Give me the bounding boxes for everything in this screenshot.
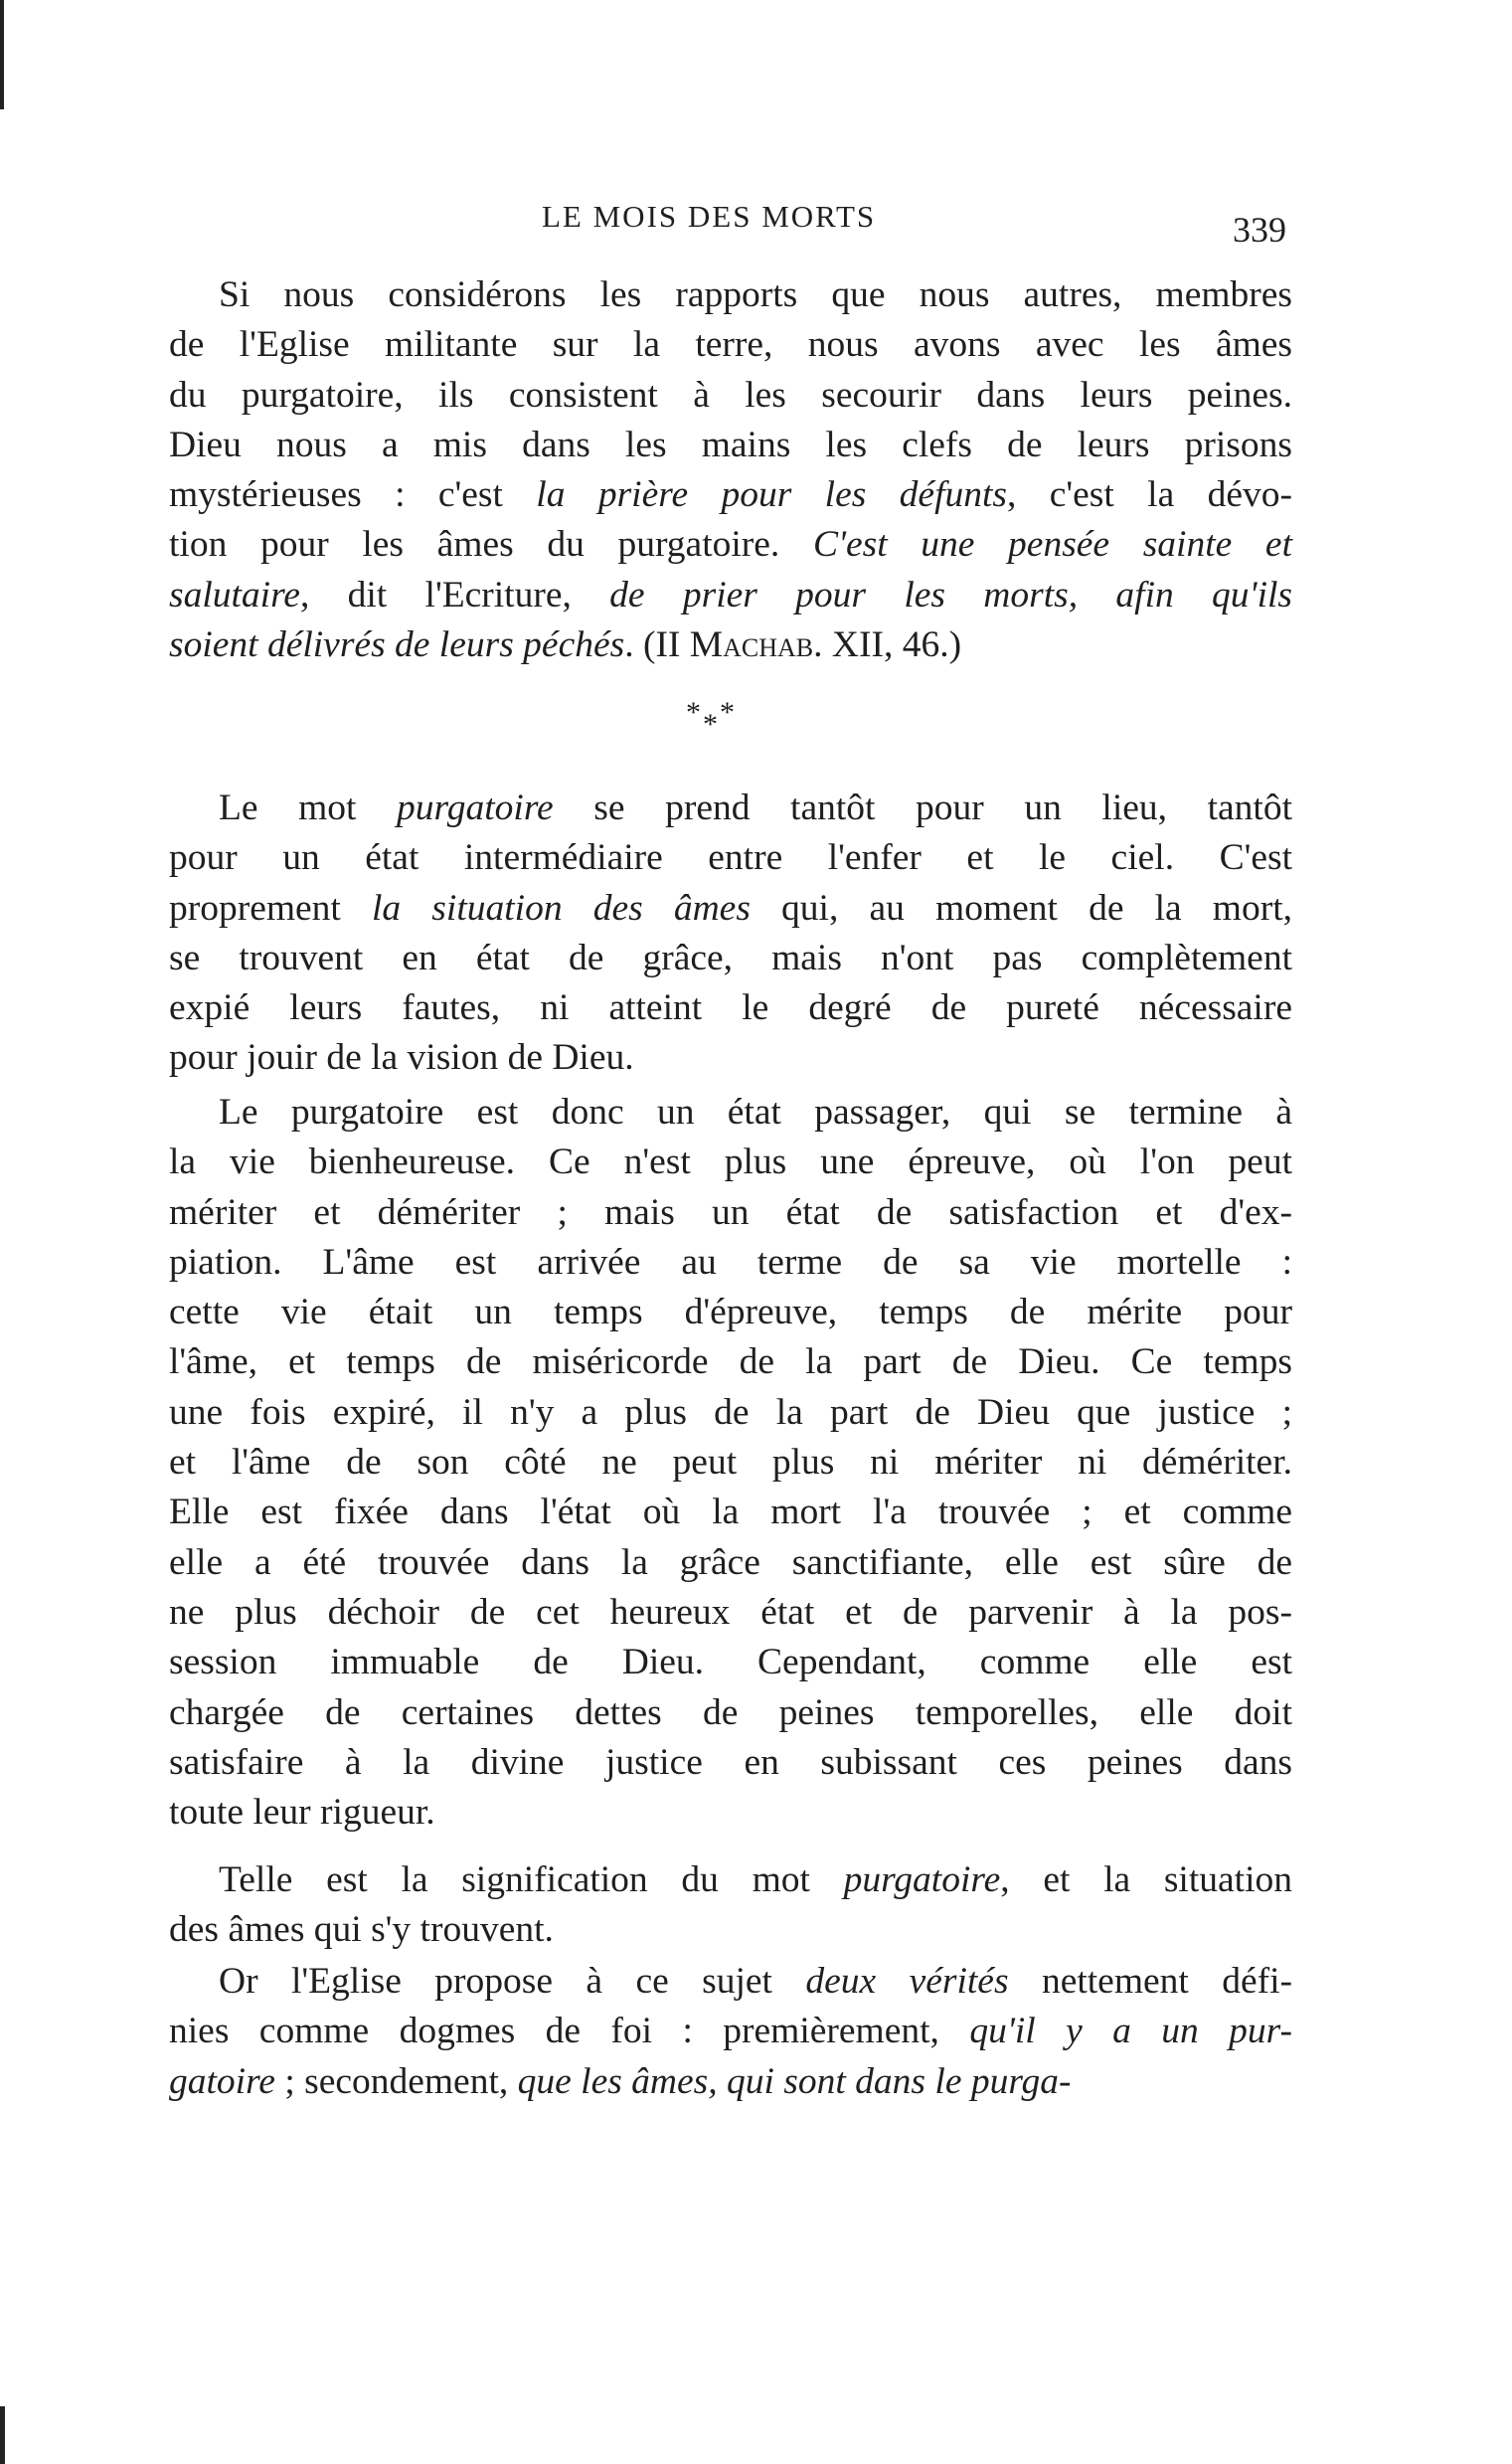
asterism-star: *	[686, 696, 703, 729]
text-line	[169, 270, 1292, 320]
text-run: Elle est fixée dans l'état où la mort l'a trouvée ; et comme	[169, 1492, 1292, 1533]
text-run: . (II	[624, 624, 690, 666]
text-line	[169, 620, 1292, 670]
italic-phrase: la prière pour les défunts	[536, 474, 1008, 516]
text-line	[169, 1438, 1292, 1488]
text-run: du purgatoire, ils consistent à les secourir dans leurs peines.	[169, 374, 1292, 416]
text-line	[169, 520, 1292, 570]
text-run: nies comme dogmes de foi : premièrement,	[169, 2011, 970, 2052]
small-caps-text: Machab	[689, 624, 814, 666]
text-run: pour jouir de la vision de Dieu.	[169, 1037, 634, 1079]
text-line	[169, 1538, 1292, 1588]
text-run: mystérieuses : c'est	[169, 474, 537, 516]
italic-phrase: soient délivrés de leurs péchés	[169, 624, 625, 666]
text-line	[169, 1288, 1292, 1337]
page-number: 339	[1233, 210, 1286, 250]
text-run: la vie bienheureuse. Ce n'est plus une épreuve, où l'on peut	[169, 1142, 1292, 1183]
text-line	[169, 1638, 1292, 1687]
text-line	[169, 1337, 1292, 1387]
text-run: , et la situation	[1000, 1859, 1292, 1900]
text-line	[169, 1688, 1292, 1738]
text-line	[169, 934, 1292, 983]
italic-phrase: qu'il y a un pur-	[969, 2011, 1292, 2052]
running-title: LE MOIS DES MORTS	[542, 199, 877, 234]
text-line	[169, 371, 1292, 421]
text-run: se trouvent en état de grâce, mais n'ont pas complètement	[169, 937, 1292, 978]
paragraph-1	[169, 270, 1292, 670]
text-line	[169, 1238, 1292, 1288]
italic-phrase: deux vérités	[805, 1961, 1009, 2002]
text-run: Le purgatoire est donc un état passager, qui se termine à	[219, 1092, 1292, 1133]
asterism-star: *	[720, 696, 737, 729]
text-run: Dieu nous a mis dans les mains les clefs de leurs prisons	[169, 424, 1292, 465]
text-line	[169, 2057, 1292, 2107]
text-run: nettement défi-	[1008, 1961, 1292, 2002]
text-line	[169, 571, 1292, 620]
text-line	[169, 1738, 1292, 1788]
text-line	[169, 1488, 1292, 1537]
italic-phrase: que les âmes, qui sont dans le purga-	[517, 2060, 1072, 2102]
text-run: une fois expiré, il n'y a plus de la part de Dieu que justice ;	[169, 1391, 1292, 1433]
italic-phrase: de prier pour les morts, afin qu'ils	[609, 574, 1292, 616]
text-line	[169, 320, 1292, 370]
text-run: elle a été trouvée dans la grâce sanctifiante, elle est sûre de	[169, 1541, 1292, 1583]
text-run: chargée de certaines dettes de peines temporelles, elle doit	[169, 1691, 1292, 1733]
text-line	[169, 1957, 1292, 2007]
paragraph-2	[169, 784, 1292, 1084]
text-run: piation. L'âme est arrivée au terme de sa vie mortelle :	[169, 1241, 1292, 1283]
text-run: , dit l'Ecriture,	[299, 574, 610, 616]
text-line	[169, 1788, 1292, 1838]
text-run: Or l'Eglise propose à ce sujet	[219, 1961, 806, 2002]
text-line	[169, 1138, 1292, 1187]
text-line	[169, 470, 1292, 520]
italic-phrase: purgatoire	[843, 1859, 1001, 1900]
paragraph-4	[169, 1855, 1292, 1956]
text-run: et l'âme de son côté ne peut plus ni mériter ni démériter.	[169, 1442, 1292, 1484]
text-line	[169, 784, 1292, 833]
text-line	[169, 1088, 1292, 1138]
text-line	[169, 884, 1292, 934]
left-edge-mark-bottom	[0, 2406, 5, 2464]
text-run: session immuable de Dieu. Cependant, comme elle est	[169, 1642, 1292, 1683]
text-run: des âmes qui s'y trouvent.	[169, 1909, 554, 1951]
text-run: Telle est la signification du mot	[219, 1859, 844, 1900]
text-run: , c'est la dévo-	[1007, 474, 1292, 516]
asterism-star: *	[703, 708, 720, 741]
text-line	[169, 1855, 1292, 1905]
text-run: ne plus déchoir de cet heureux état et de parvenir à la pos-	[169, 1591, 1292, 1633]
text-run: de l'Eglise militante sur la terre, nous avons avec les âmes	[169, 324, 1292, 366]
text-run: toute leur rigueur.	[169, 1792, 435, 1834]
italic-phrase: C'est une pensée sainte et	[812, 524, 1292, 566]
text-run: cette vie était un temps d'épreuve, temps de mérite pour	[169, 1292, 1292, 1333]
italic-phrase: purgatoire	[397, 788, 554, 828]
paragraph-3	[169, 1088, 1292, 1838]
asterism	[686, 696, 737, 741]
text-run: Le mot	[219, 788, 398, 828]
text-line	[169, 1188, 1292, 1238]
paragraph-5	[169, 1957, 1292, 2107]
text-run: l'âme, et temps de miséricorde de la part de Dieu. Ce temps	[169, 1341, 1292, 1383]
text-line	[169, 1388, 1292, 1438]
text-line	[169, 421, 1292, 470]
text-run: . XII, 46.)	[813, 624, 962, 666]
text-run: mériter et démériter ; mais un état de satisfaction et d'ex-	[169, 1191, 1292, 1233]
text-line	[169, 1905, 1292, 1955]
text-line	[169, 1588, 1292, 1638]
text-run: ; secondement,	[274, 2060, 518, 2102]
text-line	[169, 983, 1292, 1033]
italic-phrase: gatoire	[169, 2060, 275, 2102]
italic-phrase: la situation des âmes	[372, 887, 751, 929]
left-edge-mark-top	[0, 0, 4, 109]
text-run: Si nous considérons les rapports que nous autres, membres	[219, 274, 1292, 315]
text-run: satisfaire à la divine justice en subissant ces peines dans	[169, 1741, 1292, 1783]
text-line	[169, 833, 1292, 883]
text-run: expié leurs fautes, ni atteint le degré de pureté nécessaire	[169, 987, 1292, 1029]
text-run: proprement	[169, 887, 372, 929]
text-run: tion pour les âmes du purgatoire.	[169, 524, 813, 566]
italic-phrase: salutaire	[169, 574, 300, 616]
text-line	[169, 1033, 1292, 1083]
text-run: pour un état intermédiaire entre l'enfer et le ciel. C'est	[169, 837, 1292, 879]
text-run: qui, au moment de la mort,	[750, 887, 1293, 929]
text-run: se prend tantôt pour un lieu, tantôt	[553, 788, 1292, 828]
text-line	[169, 2007, 1292, 2056]
